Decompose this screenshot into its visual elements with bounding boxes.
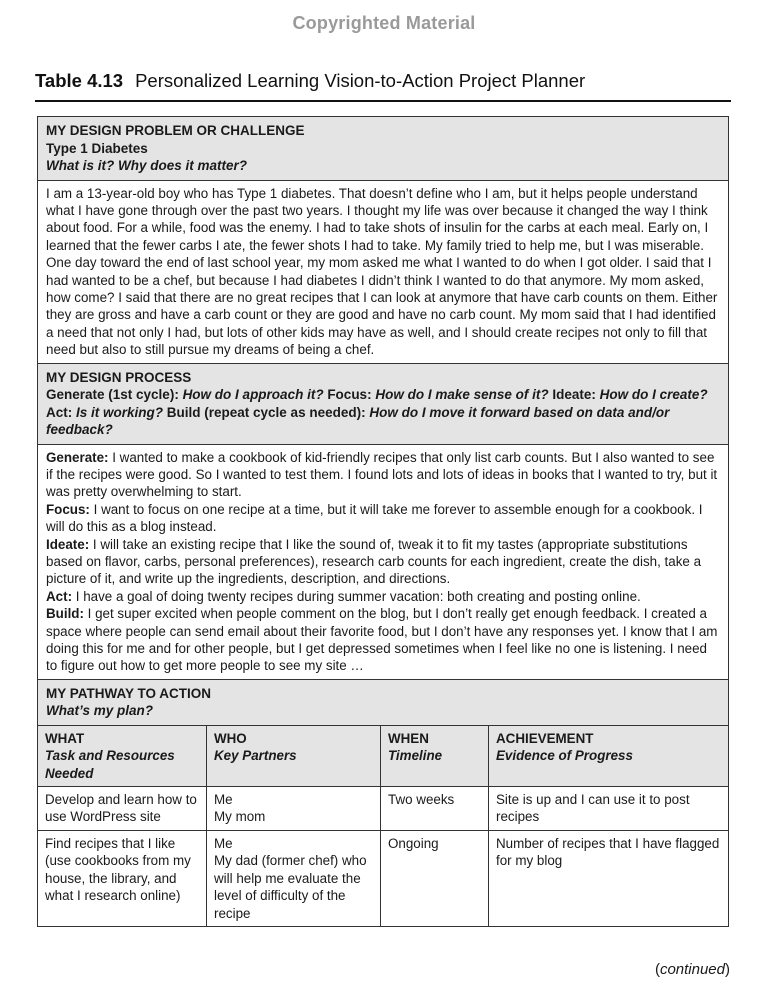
- table-cell-who: [207, 787, 381, 831]
- pathway-question: What’s my plan?: [46, 703, 154, 719]
- process-entry-generate: [46, 449, 720, 501]
- partner: My mom: [214, 809, 266, 825]
- entry-text: I wanted to make a cookbook of kid-friendly recipes that only list carb counts. But I also wanted to see if the recipes were good. So I wanted to test them. I found lots and lots of ideas in books that I wanted to try, but it was pretty overwhelming to start.: [46, 449, 718, 500]
- problem-heading: MY DESIGN PROBLEM OR CHALLENGE: [46, 123, 305, 138]
- process-header: [38, 364, 728, 445]
- entry-text: I will take an existing recipe that I like the sound of, tweak it to fit my tastes (appropriate substitutions based on flavor, carbs, personal preferences), research carb counts for each ingredient, create the dish, take a picture of it, and write up the ingredients, description, and directions.: [46, 536, 702, 587]
- process-entry-focus: [46, 501, 720, 536]
- process-body: [38, 445, 728, 680]
- table-cell-achievement: Number of recipes that I have flagged for my blog: [496, 835, 720, 869]
- cycle-question-generate: How do I approach it?: [182, 387, 328, 403]
- column-title: WHEN: [388, 730, 429, 746]
- continued-text: continued: [659, 961, 725, 978]
- entry-text: I want to focus on one recipe at a time, but it will take me forever to assemble enough for a cookbook. I will do this as a blog instead.: [46, 501, 703, 535]
- process-entry-act: [46, 588, 720, 605]
- entry-label: Act:: [46, 588, 73, 604]
- entry-label: Build:: [46, 606, 84, 622]
- cycle-question-build: How do I move it forward based on data and/or feedback?: [46, 404, 670, 438]
- plan-table: [38, 726, 728, 926]
- table-cell-when: Ongoing: [381, 831, 489, 926]
- problem-topic: Type 1 Diabetes: [46, 140, 148, 156]
- problem-header: [38, 117, 728, 181]
- cycle-question-act: Is it working?: [76, 404, 167, 420]
- column-title: WHAT: [45, 730, 85, 746]
- partner: Me: [214, 835, 233, 851]
- partner: My dad (former chef) who will help me evaluate the level of difficulty of the recipe: [214, 853, 367, 921]
- process-entry-ideate: [46, 536, 720, 588]
- cycle-label-act: Act:: [46, 404, 76, 420]
- cycle-label-ideate: Ideate:: [552, 387, 600, 403]
- problem-body: [38, 181, 728, 364]
- column-title: ACHIEVEMENT: [496, 730, 594, 746]
- table-cell-when: Two weeks: [381, 787, 489, 831]
- table-cell-achievement: Site is up and I can use it to post recipes: [489, 787, 728, 831]
- table-title: [35, 70, 585, 92]
- entry-text: I have a goal of doing twenty recipes during summer vacation: both creating and posting online.: [72, 588, 641, 604]
- cycle-question-focus: How do I make sense of it?: [375, 387, 553, 403]
- planner-table: [37, 116, 729, 927]
- partner: Me: [214, 792, 233, 808]
- title-rule: [35, 100, 731, 102]
- table-cell-what: Develop and learn how to use WordPress site: [38, 787, 207, 831]
- column-header-achievement: [489, 726, 728, 787]
- entry-label: Focus:: [46, 501, 90, 517]
- continued-note: (continued): [654, 961, 730, 978]
- cycle-label-focus: Focus:: [327, 387, 376, 403]
- cycle-label-build: Build (repeat cycle as needed):: [166, 404, 370, 420]
- copyright-watermark: Copyrighted Material: [292, 13, 476, 33]
- table-cell-what: Find recipes that I like (use cookbooks from my house, the library, and what I research online): [38, 831, 207, 926]
- process-heading: MY DESIGN PROCESS: [46, 369, 192, 385]
- column-header-what: [38, 726, 207, 787]
- table-cell-who: [207, 831, 381, 926]
- cycle-label-generate: Generate (1st cycle):: [46, 387, 183, 403]
- entry-label: Generate:: [46, 449, 109, 465]
- entry-label: Ideate:: [46, 536, 90, 552]
- process-cycle: [46, 386, 720, 439]
- column-header-when: [381, 726, 489, 787]
- cycle-question-ideate: How do I create?: [599, 387, 708, 403]
- table-number: Table 4.13: [35, 70, 124, 91]
- pathway-heading: MY PATHWAY TO ACTION: [46, 685, 212, 701]
- column-subtitle: Task and Resources Needed: [45, 748, 175, 781]
- problem-question: What is it? Why does it matter?: [46, 158, 248, 173]
- column-subtitle: Timeline: [388, 748, 443, 764]
- problem-text: I am a 13-year-old boy who has Type 1 diabetes. That doesn’t define who I am, but it helps people understand what I have gone through over the past two years. I thought my life was over because it changed the way I think about food. For a while, food was the enemy. I had to take shots of insulin for the carbs at each meal. Early on, I learned that the fewer carbs I ate, the fewer shots I had to take. My family tried to help me, but I was miserable. One day toward the end of last school year, my mom asked me what I wanted to do when I got older. I said that I had wanted to be a chef, but because I had diabetes I didn’t think I wanted to do that anymore. My mom asked, how come? I said that there are no great recipes that I can look at anymore that have carb counts on them. Either they are gross and have a carb count or they are good and have no carb count. My mom said that I had identified a need that not only I had, but lots of other kids may have as well, and I should create recipes not only to fill that need but also to still pursue my dreams of being a chef.: [46, 185, 718, 358]
- column-header-who: [207, 726, 381, 787]
- pathway-header: [38, 680, 728, 726]
- column-subtitle: Evidence of Progress: [496, 748, 633, 764]
- process-entry-build: [46, 605, 720, 675]
- column-subtitle: Key Partners: [214, 748, 297, 764]
- table-title-text: Personalized Learning Vision-to-Action Project Planner: [135, 70, 586, 91]
- entry-text: I get super excited when people comment on the blog, but I don’t really get enough feedback. I created a space where people can send email about their favorite food, but I don’t have any responses yet. I know that I am doing this for me and for other people, but I get depressed sometimes when I feel like no one is listening. I need to figure out how to get more people to see my site …: [46, 606, 718, 674]
- column-title: WHO: [214, 730, 247, 746]
